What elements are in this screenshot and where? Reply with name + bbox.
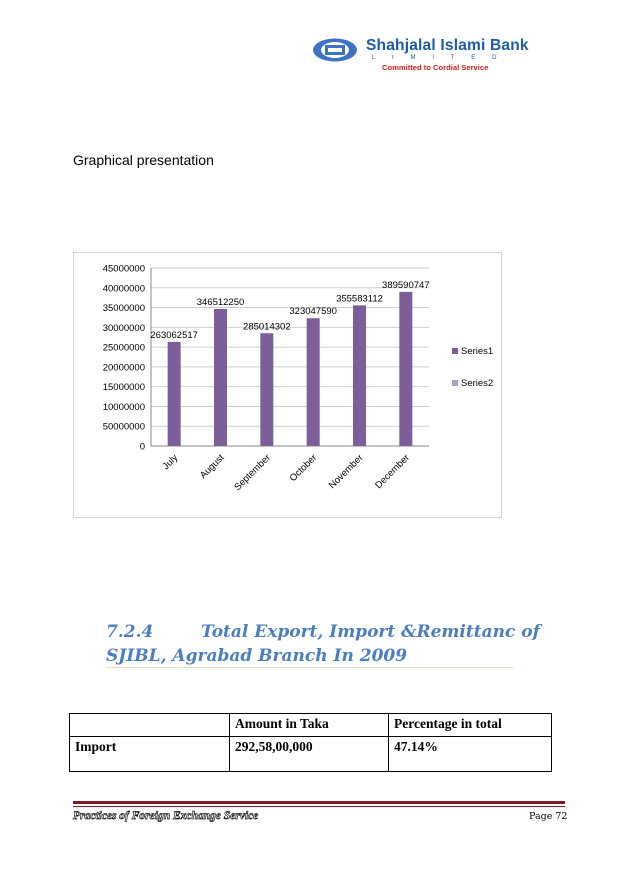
table-header-cell (70, 714, 230, 737)
bank-logo (312, 36, 562, 72)
bank-tagline: Committed to Cordial Service (382, 63, 489, 72)
table-cell: 292,58,00,000 (230, 737, 389, 772)
legend-swatch (452, 348, 458, 354)
bar (168, 342, 181, 446)
table-cell: Import (70, 737, 230, 772)
bar (399, 292, 412, 446)
bar (214, 309, 227, 446)
table-header-cell: Amount in Taka (230, 714, 389, 737)
y-tick-label: 0 (139, 441, 145, 453)
legend-swatch (452, 380, 458, 386)
x-tick-label: December (373, 452, 412, 492)
bar-chart (73, 252, 502, 518)
table-header-cell: Percentage in total (389, 714, 552, 737)
x-tick-label: September (232, 452, 273, 493)
bar (260, 333, 273, 446)
table-header-row (70, 714, 552, 737)
section-heading: Graphical presentation (73, 152, 214, 168)
subsection-title-line2: SJIBL, Agrabad Branch In 2009 (106, 646, 408, 666)
y-tick-label: 50000000 (102, 421, 145, 433)
legend-label: Series1 (461, 346, 494, 357)
y-tick-label: 35000000 (102, 303, 145, 315)
y-tick-label: 15000000 (102, 382, 145, 394)
data-label: 285014302 (243, 321, 291, 333)
table-cell: 47.14% (389, 737, 552, 772)
x-tick-label: October (287, 452, 320, 485)
bar (353, 305, 366, 446)
legend-label: Series2 (461, 378, 494, 389)
data-label: 355583112 (336, 293, 383, 305)
y-tick-label: 40000000 (102, 283, 145, 295)
bank-name-suffix: L I M I T E D (372, 55, 505, 61)
subsection-title-line1: Total Export, Import &Remittanc of (201, 622, 540, 642)
data-label: 323047590 (289, 306, 337, 318)
y-tick-label: 20000000 (102, 362, 145, 374)
x-tick-label: August (197, 452, 227, 482)
subheading-rule (106, 667, 514, 668)
y-tick-label: 10000000 (102, 401, 145, 413)
summary-table (69, 713, 552, 772)
y-tick-label: 25000000 (102, 342, 145, 354)
data-label: 389590747 (382, 279, 430, 291)
y-tick-label: 30000000 (102, 322, 145, 334)
bank-name: Shahjalal Islami Bank (366, 37, 529, 54)
y-tick-label: 45000000 (102, 263, 145, 275)
footer-rule-thin (73, 806, 565, 807)
bar-chart-svg (74, 253, 501, 517)
footer-document-title: Practices of Foreign Exchange Service (73, 810, 259, 822)
table-row (70, 737, 552, 772)
subsection-heading (106, 620, 540, 668)
x-tick-label: July (160, 452, 181, 473)
page-number: Page 72 (529, 811, 568, 822)
subsection-number: 7.2.4 (106, 622, 154, 642)
bar (307, 318, 320, 446)
bank-emblem-icon (312, 37, 358, 63)
footer-rule (73, 801, 565, 804)
data-label: 263062517 (150, 329, 198, 341)
x-tick-label: November (326, 452, 366, 492)
data-label: 346512250 (196, 296, 245, 308)
